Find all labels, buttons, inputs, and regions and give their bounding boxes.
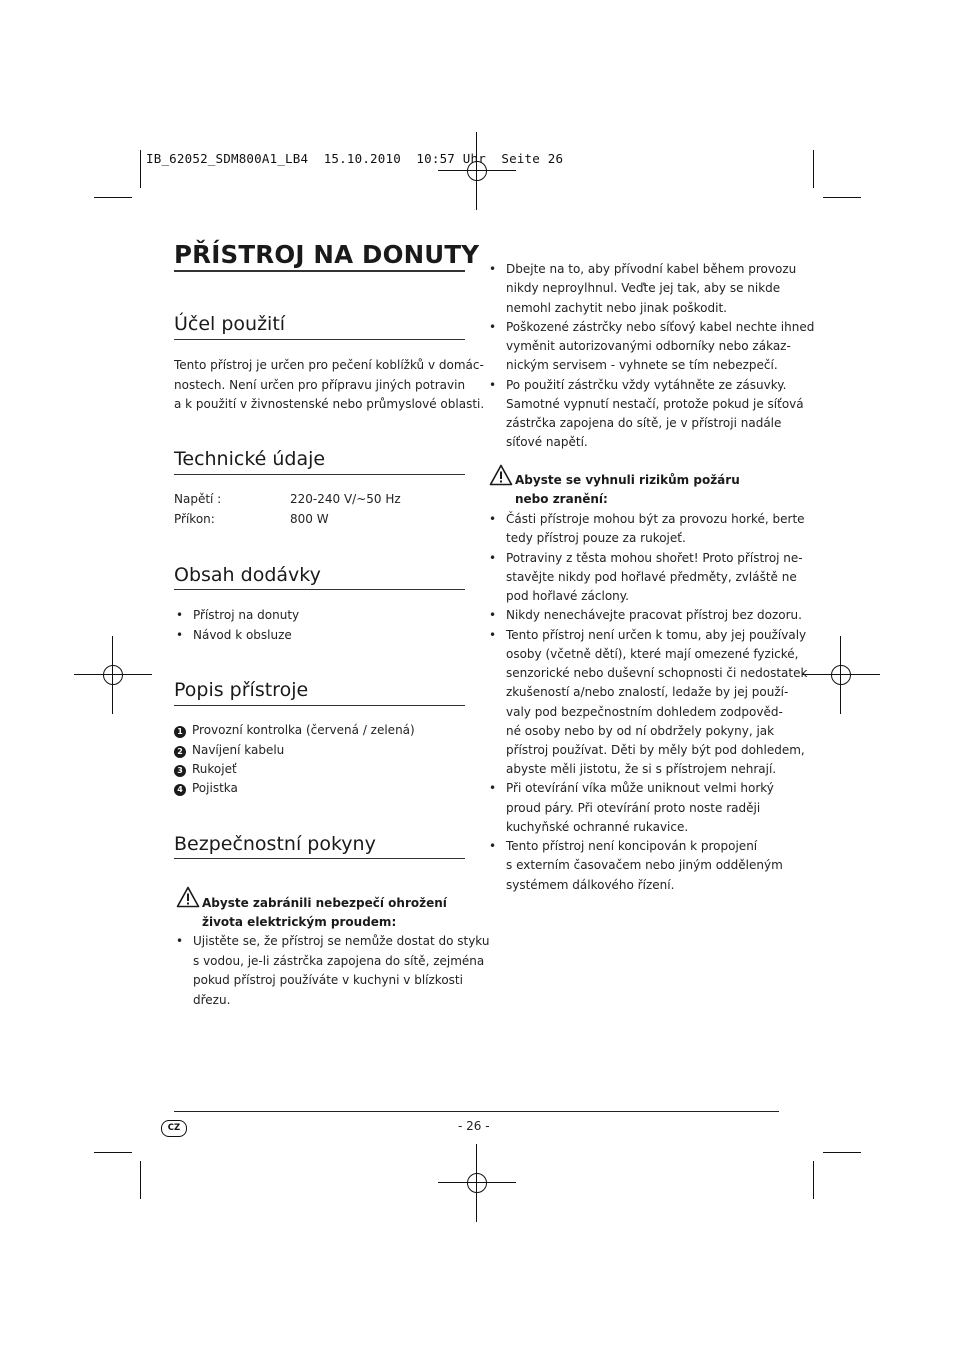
registration-mark-right bbox=[802, 636, 880, 714]
heading-rule bbox=[174, 705, 465, 706]
list-item-cont: stavějte nikdy pod hořlavé předměty, zvláště ne bbox=[506, 570, 797, 584]
warning-heading: Abyste zabránili nebezpečí ohrožení bbox=[202, 896, 447, 910]
registration-mark-top bbox=[438, 132, 516, 210]
heading-bezpecnost: Bezpečnostní pokyny bbox=[174, 833, 376, 855]
heading-obsah: Obsah dodávky bbox=[174, 564, 321, 586]
list-item-cont: dřezu. bbox=[193, 993, 231, 1007]
heading-rule bbox=[174, 589, 465, 590]
list-item-cont: senzorické nebo duševní schopnosti či nedostatek bbox=[506, 666, 808, 680]
ucel-line: Tento přístroj je určen pro pečení koblížků v domác- bbox=[174, 358, 484, 372]
list-item-cont: nemohl zachytit nebo jinak poškodit. bbox=[506, 301, 727, 315]
list-item: • Části přístroje mohou být za provozu horké, berte bbox=[506, 510, 805, 529]
crop-mark bbox=[140, 1161, 141, 1199]
list-item-cont: s vodou, je-li zástrčka zapojena do sítě, zejména bbox=[193, 954, 485, 968]
heading-rule bbox=[174, 474, 465, 475]
list-item-cont: abyste měli jistotu, že si s přístrojem nehrají. bbox=[506, 762, 777, 776]
list-item-cont: systémem dálkového řízení. bbox=[506, 878, 675, 892]
list-item-cont: pod hořlavé záclony. bbox=[506, 589, 629, 603]
part-number-icon: 1 bbox=[174, 726, 186, 738]
list-item-cont: né osoby nebo by od ní obdržely pokyny, jak bbox=[506, 724, 775, 738]
warning-triangle-icon bbox=[489, 464, 513, 486]
print-slug: IB_62052_SDM800A1_LB4 15.10.2010 10:57 Uhr Seite 26 bbox=[146, 151, 564, 166]
warning-heading: nebo zranění: bbox=[515, 492, 608, 506]
list-item: • Ujistěte se, že přístroj se nemůže dostat do styku bbox=[193, 932, 490, 951]
warning-heading: života elektrickým proudem: bbox=[202, 915, 397, 929]
list-item: • Návod k obsluze bbox=[193, 626, 292, 645]
registration-mark-bottom bbox=[438, 1144, 516, 1222]
list-item: • Potraviny z těsta mohou shořet! Proto přístroj ne- bbox=[506, 549, 803, 568]
crop-mark bbox=[94, 197, 132, 198]
spec-value: 800 W bbox=[290, 512, 329, 526]
list-item: • Dbejte na to, aby přívodní kabel během provozu bbox=[506, 260, 796, 279]
registration-mark-left bbox=[74, 636, 152, 714]
warning-heading: Abyste se vyhnuli rizikům požáru bbox=[515, 473, 740, 487]
list-item: • Tento přístroj není určen k tomu, aby jej používaly bbox=[506, 626, 806, 645]
list-item-cont: kuchyňské ochranné rukavice. bbox=[506, 820, 689, 834]
list-item-cont: osoby (včetně dětí), které mají omezené fyzické, bbox=[506, 647, 799, 661]
country-badge: CZ bbox=[161, 1120, 187, 1137]
heading-popis: Popis přístroje bbox=[174, 679, 309, 701]
list-item-cont: tedy přístroj pouze za rukojeť. bbox=[506, 531, 686, 545]
crop-mark bbox=[140, 150, 141, 188]
list-item: • Poškozené zástrčky nebo síťový kabel nechte ihned bbox=[506, 318, 814, 337]
list-item-cont: vyměnit autorizovanými odborníky nebo zákaz- bbox=[506, 339, 791, 353]
crop-mark bbox=[813, 1161, 814, 1199]
list-item-cont: Samotné vypnutí nestačí, protože pokud je síťová bbox=[506, 397, 804, 411]
list-item-cont: pokud přístroj používáte v kuchyni v blízkosti bbox=[193, 973, 463, 987]
part-item bbox=[174, 721, 415, 740]
list-item-cont: s externím časovačem nebo jiným odděleným bbox=[506, 858, 783, 872]
part-item bbox=[174, 760, 237, 779]
ucel-line: a k použití v živnostenské nebo průmyslové oblasti. bbox=[174, 397, 485, 411]
spec-label: Napětí : bbox=[174, 492, 222, 506]
heading-technicke: Technické údaje bbox=[174, 448, 326, 470]
list-item: • Po použití zástrčku vždy vytáhněte ze zásuvky. bbox=[506, 376, 786, 395]
page-number: - 26 - bbox=[458, 1119, 490, 1133]
list-item-cont: nikdy neproylhnul. Veďte jej tak, aby se nikde bbox=[506, 281, 781, 295]
part-label: Pojistka bbox=[192, 781, 238, 795]
page-title: PŘÍSTROJ NA DONUTY bbox=[174, 240, 480, 269]
spec-label: Příkon: bbox=[174, 512, 215, 526]
footer-rule bbox=[174, 1111, 779, 1112]
list-item: • Při otevírání víka může uniknout velmi horký bbox=[506, 779, 774, 798]
part-label: Rukojeť bbox=[192, 762, 237, 776]
list-item: • Tento přístroj není koncipován k propojení bbox=[506, 837, 757, 856]
heading-rule bbox=[174, 858, 465, 859]
ucel-line: nostech. Není určen pro přípravu jiných potravin bbox=[174, 378, 466, 392]
list-item-cont: nickým servisem - vyhnete se tím nebezpečí. bbox=[506, 358, 778, 372]
part-number-icon: 2 bbox=[174, 746, 186, 758]
list-item-cont: síťové napětí. bbox=[506, 435, 588, 449]
part-number-icon: 4 bbox=[174, 784, 186, 796]
list-item-cont: přístroj používat. Děti by měly být pod dohledem, bbox=[506, 743, 805, 757]
list-item-cont: zkušeností a/nebo znalostí, ledaže by jej použí- bbox=[506, 685, 789, 699]
crop-mark bbox=[823, 1152, 861, 1153]
spec-value: 220-240 V/~50 Hz bbox=[290, 492, 401, 506]
crop-mark bbox=[823, 197, 861, 198]
title-rule bbox=[174, 270, 465, 272]
part-label: Navíjení kabelu bbox=[192, 743, 285, 757]
list-item: • Přístroj na donuty bbox=[193, 606, 299, 625]
warning-triangle-icon bbox=[176, 886, 200, 908]
list-item: • Nikdy nenechávejte pracovat přístroj bez dozoru. bbox=[506, 606, 802, 625]
part-label: Provozní kontrolka (červená / zelená) bbox=[192, 723, 415, 737]
part-item bbox=[174, 741, 284, 760]
list-item-cont: proud páry. Při otevírání proto noste raději bbox=[506, 801, 761, 815]
heading-rule bbox=[174, 339, 465, 340]
heading-ucel: Účel použití bbox=[174, 313, 286, 335]
list-item-cont: valy pod bezpečnostním dohledem zodpověd- bbox=[506, 705, 783, 719]
part-item bbox=[174, 779, 238, 798]
crop-mark bbox=[813, 150, 814, 188]
crop-mark bbox=[94, 1152, 132, 1153]
list-item-cont: zástrčka zapojena do sítě, je v přístroji nadále bbox=[506, 416, 782, 430]
part-number-icon: 3 bbox=[174, 765, 186, 777]
